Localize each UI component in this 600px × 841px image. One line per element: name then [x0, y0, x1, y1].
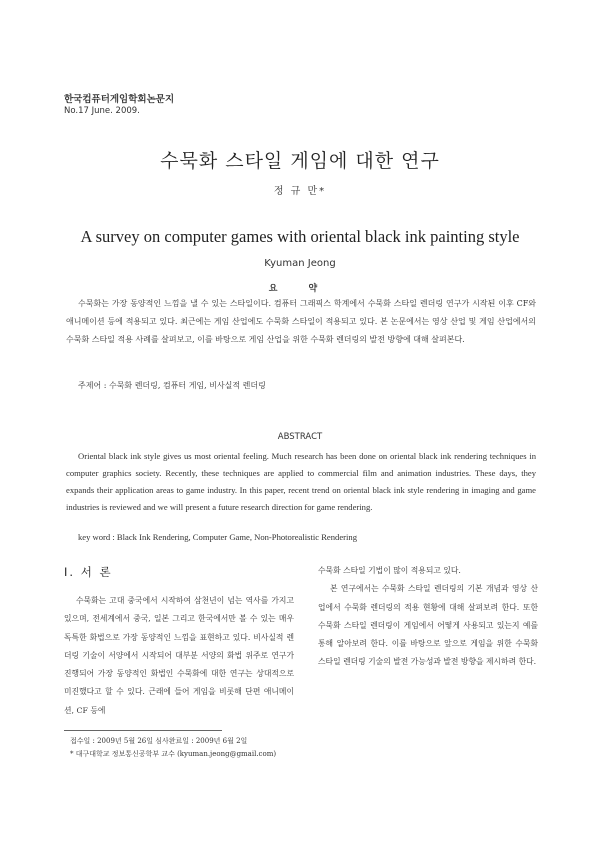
abstract-korean-body: 수묵화는 가장 동양적인 느낌을 낼 수 있는 스타일이다. 컴퓨터 그래픽스 학계에서 수묵화 스타일 렌더링 연구가 시작된 이후 CF와 애니메이션 등에 적용되고 있다. 최근에는 게임 산업에도 수묵화 스타일이 적용되고 있다. 본 논문에서는 영상 산업 및 게임 산업에서의 수묵화 스타일 적용 사례를 살펴보고, 이를 바탕으로 게임 산업을 위한 수묵화 렌더링의 발전 방향에 대해 살펴본다.	[66, 299, 536, 344]
paper-title-korean: 수묵화 스타일 게임에 대한 연구	[160, 150, 440, 172]
intro-paragraph-2: 본 연구에서는 수묵화 스타일 렌더링의 기본 개념과 영상 산업에서 수묵화 렌더링의 적용 현황에 대해 살펴보려 한다. 또한 수묵화 스타일 렌더링이 게임에서 어떻게 사용되고 있는지 예를 통해 알아보려 한다. 이를 바탕으로 앞으로 게임을 위한 수묵화 스타일 렌더링 기술의 발전 가능성과 발전 방향을 제시하려 한다.	[318, 584, 538, 667]
author-english: Kyuman Jeong	[264, 258, 336, 269]
section-heading-introduction: Ⅰ. 서 론	[64, 565, 113, 579]
paper-title-english: A survey on computer games with oriental black ink painting style	[80, 227, 520, 246]
footnote-divider	[64, 730, 222, 731]
left-column	[64, 592, 294, 720]
intro-paragraph-1-continued: 수묵화 스타일 기법이 많이 적용되고 있다.	[318, 566, 461, 575]
journal-name: 한국컴퓨터게임학회논문지	[64, 94, 175, 105]
abstract-english-body: Oriental black ink style gives us most oriental feeling. Much research has been done on oriental black ink rendering techniques in computer graphics society. Recently, these techniques are applied to commercial film and animation industries. These days, they expands their application areas to game industry. In this paper, recent trend on oriental black ink style rendering in imaging and game industries is reviewed and we will present a future research direction for game rendering.	[66, 451, 536, 512]
keywords-english: key word : Black Ink Rendering, Computer Game, Non-Photorealistic Rendering	[78, 532, 357, 542]
footnote-affiliation: * 대구대학교 정보통신공학부 교수 (kyuman.jeong@gmail.com)	[70, 750, 277, 758]
abstract-korean-heading: 요 약	[268, 284, 332, 294]
keywords-korean: 주제어 : 수묵화 렌더링, 컴퓨터 게임, 비사실적 렌더링	[78, 381, 266, 390]
abstract-english-heading: ABSTRACT	[277, 432, 323, 442]
right-column	[318, 562, 538, 672]
intro-paragraph-1: 수묵화는 고대 중국에서 시작하여 삼천년이 넘는 역사를 가지고 있으며, 전세계에서 중국, 일본 그리고 한국에서만 볼 수 있는 매우 독특한 화법으로 가장 동양적인 느낌을 표현하고 있다. 비사실적 렌더링 기술이 서양에서 시작되어 대부분 서양의 화법 위주로 연구가 진행되어 가장 동양적인 화법인 수묵화에 대한 연구는 상대적으로 미진했다고 할 수 있다. 근래에 들어 게임을 비롯해 단편 애니메이션, CF 등에	[64, 596, 294, 715]
author-korean: 정 규 만*	[273, 186, 327, 197]
footnote-dates: 접수일 : 2009년 5월 26일 심사완료일 : 2009년 6월 2일	[70, 737, 248, 745]
journal-issue: No.17 June. 2009.	[64, 106, 140, 116]
